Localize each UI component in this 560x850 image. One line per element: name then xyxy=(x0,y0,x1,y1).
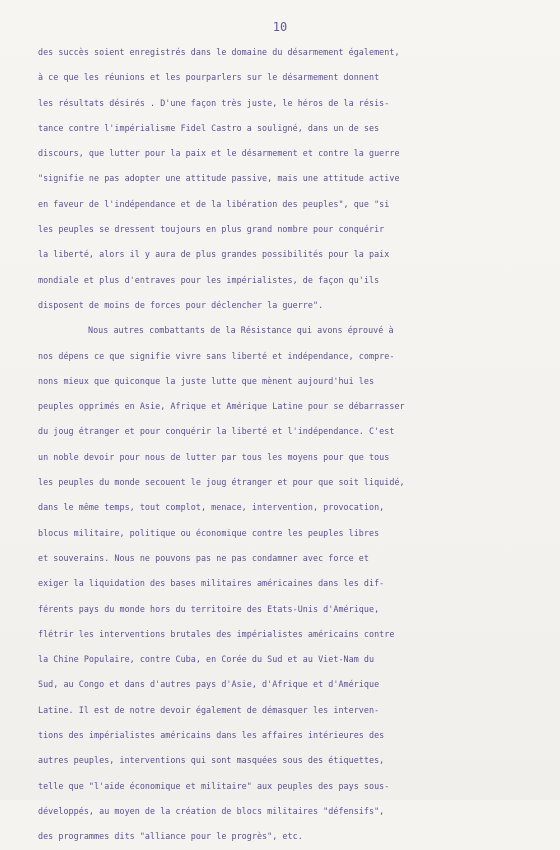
text-line: développés, au moyen de la création de blocs militaires "défensifs", xyxy=(38,805,385,816)
text-line: peuples opprimés en Asie, Afrique et Amérique Latine pour se débarrasser xyxy=(38,401,405,412)
text-line: férents pays du monde hors du territoire des Etats-Unis d'Amérique, xyxy=(38,603,380,614)
text-line: la Chine Populaire, contre Cuba, en Corée du Sud et au Viet-Nam du xyxy=(38,654,375,665)
text-line: dans le même temps, tout complot, menace, intervention, provocation, xyxy=(38,502,385,513)
text-line: discours, que lutter pour la paix et le désarmement et contre la guerre xyxy=(38,148,400,159)
text-line: des succès soient enregistrés dans le domaine du désarmement également, xyxy=(38,47,400,57)
text-line: tions des impérialistes américains dans les affaires intérieures des xyxy=(38,730,385,741)
text-line: à ce que les réunions et les pourparlers sur le désarmement donnent xyxy=(38,72,380,83)
text-line: autres peuples, interventions qui sont masquées sous des étiquettes, xyxy=(38,755,385,766)
paragraph-start-line: Nous autres combattants de la Résistance qui avons éprouvé à xyxy=(88,325,394,336)
text-line: les peuples se dressent toujours en plus grand nombre pour conquérir xyxy=(38,224,385,235)
body-text xyxy=(38,40,538,850)
text-line: tance contre l'impérialisme Fidel Castro a souligné, dans un de ses xyxy=(38,122,380,133)
text-line: des programmes dits "alliance pour le progrès", etc. xyxy=(38,831,303,842)
text-line: telle que "l'aide économique et militaire" aux peuples des pays sous- xyxy=(38,780,390,791)
text-line: et souverains. Nous ne pouvons pas ne pas condamner avec force et xyxy=(38,552,369,563)
text-line: exiger la liquidation des bases militaires américaines dans les dif- xyxy=(38,578,385,589)
page-number: 10 xyxy=(272,20,288,34)
text-line: "signifie ne pas adopter une attitude passive, mais une attitude active xyxy=(38,173,400,184)
text-line: la liberté, alors il y aura de plus grandes possibilités pour la paix xyxy=(38,249,390,260)
text-line: blocus militaire, politique ou économique contre les peuples libres xyxy=(38,527,380,538)
text-line: Sud, au Congo et dans d'autres pays d'Asie, d'Afrique et d'Amérique xyxy=(38,679,380,690)
text-line: Latine. Il est de notre devoir également de démasquer les interven- xyxy=(38,704,380,715)
text-line: mondiale et plus d'entraves pour les impérialistes, de façon qu'ils xyxy=(38,274,380,285)
text-line: nons mieux que quiconque la juste lutte que mènent aujourd'hui les xyxy=(38,375,375,386)
text-line: flétrir les interventions brutales des impérialistes américains contre xyxy=(38,628,395,639)
text-line: disposent de moins de forces pour déclencher la guerre". xyxy=(38,299,324,310)
text-line: du joug étranger et pour conquérir la liberté et l'indépendance. C'est xyxy=(38,426,395,437)
text-line: les peuples du monde secouent le joug étranger et pour que soit liquidé, xyxy=(38,477,405,488)
text-line: les résultats désirés . D'une façon très juste, le héros de la résis- xyxy=(38,97,390,108)
text-line: en faveur de l'indépendance et de la libération des peuples", que "si xyxy=(38,198,390,209)
text-line: nos dépens ce que signifie vivre sans liberté et indépendance, compre- xyxy=(38,350,395,361)
text-line: un noble devoir pour nous de lutter par tous les moyens pour que tous xyxy=(38,451,390,462)
